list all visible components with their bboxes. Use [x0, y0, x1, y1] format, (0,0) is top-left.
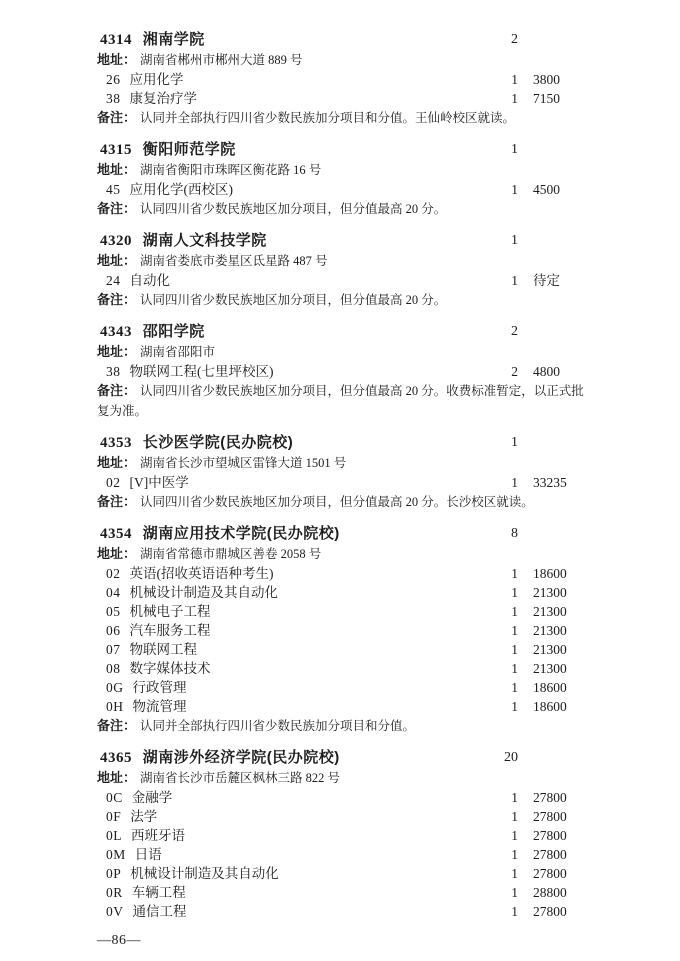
major-name: 日语 — [134, 847, 162, 862]
major-fee: 27800 — [533, 904, 567, 919]
major-fee: 4500 — [533, 182, 560, 197]
university-header-row — [97, 30, 593, 50]
major-fee: 18600 — [533, 566, 567, 581]
major-fee: 18600 — [533, 699, 567, 714]
address-row — [97, 342, 593, 362]
address-label: 地址： — [97, 162, 137, 177]
university-block — [97, 322, 593, 421]
major-row — [97, 845, 593, 864]
major-count: 1 — [511, 623, 518, 638]
address-label: 地址： — [97, 253, 137, 268]
major-fee: 27800 — [533, 866, 567, 881]
major-name: 物流管理 — [132, 699, 187, 714]
note-text: 认同四川省少数民族地区加分项目，但分值最高 20 分。 — [140, 202, 447, 216]
address-row — [97, 544, 593, 564]
note-label: 备注： — [97, 383, 137, 398]
major-name: 物联网工程(七里坪校区) — [129, 364, 274, 379]
major-name: 车辆工程 — [131, 885, 186, 900]
major-name: 汽车服务工程 — [129, 623, 211, 638]
note-text: 认同并全部执行四川省少数民族加分项目和分值。 — [140, 719, 416, 733]
address-text: 湖南省衡阳市珠晖区衡花路 16 号 — [140, 163, 322, 177]
major-code: 26 — [106, 72, 121, 87]
university-header-row — [97, 748, 593, 768]
major-fee: 21300 — [533, 642, 567, 657]
major-code: 07 — [106, 642, 121, 657]
major-name: 物联网工程 — [129, 642, 197, 657]
major-row — [97, 883, 593, 902]
major-code: 05 — [106, 604, 121, 619]
major-fee: 待定 — [533, 273, 560, 288]
address-text: 湖南省长沙市望城区雷锋大道 1501 号 — [140, 456, 347, 470]
major-row — [97, 271, 593, 290]
major-code: 0L — [106, 828, 122, 843]
major-fee: 21300 — [533, 661, 567, 676]
major-row — [97, 640, 593, 659]
major-name: 机械设计制造及其自动化 — [129, 585, 278, 600]
major-code: 45 — [106, 182, 121, 197]
university-name: 湖南涉外经济学院(民办院校) — [142, 749, 340, 766]
major-code: 38 — [106, 91, 121, 106]
address-row — [97, 160, 593, 180]
major-code: 0M — [106, 847, 126, 862]
university-name: 长沙医学院(民办院校) — [142, 434, 294, 451]
address-text: 湖南省郴州市郴州大道 889 号 — [140, 53, 303, 67]
major-name: 应用化学 — [129, 72, 184, 87]
major-code: 02 — [106, 566, 121, 581]
major-code: 38 — [106, 364, 121, 379]
university-header-row — [97, 140, 593, 160]
university-plan-count: 1 — [511, 435, 518, 450]
major-list — [97, 788, 593, 921]
note-row — [97, 381, 593, 421]
major-fee: 18600 — [533, 680, 567, 695]
note-text: 认同并全部执行四川省少数民族加分项目和分值。王仙岭校区就读。 — [140, 111, 516, 125]
page-number: —86— — [97, 933, 141, 948]
major-count: 1 — [511, 828, 518, 843]
major-row — [97, 583, 593, 602]
university-plan-count: 2 — [511, 32, 518, 47]
major-row — [97, 473, 593, 492]
major-name: 英语(招收英语语种考生) — [129, 566, 274, 581]
major-name: 行政管理 — [132, 680, 187, 695]
major-row — [97, 678, 593, 697]
major-code: 06 — [106, 623, 121, 638]
university-plan-count: 2 — [511, 324, 518, 339]
university-plan-count: 20 — [504, 750, 518, 765]
major-code: 0H — [106, 699, 124, 714]
major-count: 1 — [511, 566, 518, 581]
major-row — [97, 697, 593, 716]
major-count: 1 — [511, 904, 518, 919]
address-label: 地址： — [97, 770, 137, 785]
university-header-row — [97, 231, 593, 251]
major-code: 0R — [106, 885, 123, 900]
major-name: 康复治疗学 — [129, 91, 197, 106]
address-label: 地址： — [97, 344, 137, 359]
major-fee: 21300 — [533, 623, 567, 638]
university-block — [97, 524, 593, 736]
university-header-row — [97, 322, 593, 342]
major-code: 08 — [106, 661, 121, 676]
major-code: 0F — [106, 809, 122, 824]
university-block — [97, 748, 593, 921]
major-name: 机械电子工程 — [129, 604, 211, 619]
note-text: 认同四川省少数民族地区加分项目，但分值最高 20 分。收费标准暂定，以正式批复为准。 — [97, 384, 584, 418]
major-fee: 27800 — [533, 809, 567, 824]
note-row — [97, 290, 593, 310]
major-count: 2 — [511, 364, 518, 379]
address-label: 地址： — [97, 455, 137, 470]
note-row — [97, 492, 593, 512]
address-text: 湖南省常德市鼎城区善卷 2058 号 — [140, 547, 322, 561]
major-name: 自动化 — [129, 273, 170, 288]
university-code: 4320 — [100, 233, 132, 249]
major-list — [97, 180, 593, 199]
university-list — [97, 30, 593, 921]
major-name: 法学 — [130, 809, 158, 824]
address-label: 地址： — [97, 546, 137, 561]
major-fee: 27800 — [533, 790, 567, 805]
address-text: 湖南省娄底市娄星区氐星路 487 号 — [140, 254, 328, 268]
note-label: 备注： — [97, 110, 137, 125]
major-row — [97, 362, 593, 381]
major-fee: 3800 — [533, 72, 560, 87]
major-count: 1 — [511, 866, 518, 881]
major-count: 1 — [511, 699, 518, 714]
address-row — [97, 453, 593, 473]
address-text: 湖南省邵阳市 — [140, 345, 216, 359]
major-name: [V]中医学 — [129, 475, 189, 490]
major-count: 1 — [511, 680, 518, 695]
address-row — [97, 251, 593, 271]
major-row — [97, 180, 593, 199]
major-count: 1 — [511, 642, 518, 657]
major-count: 1 — [511, 91, 518, 106]
note-label: 备注： — [97, 718, 137, 733]
major-count: 1 — [511, 585, 518, 600]
major-fee: 21300 — [533, 585, 567, 600]
major-list — [97, 564, 593, 716]
major-count: 1 — [511, 809, 518, 824]
university-header-row — [97, 433, 593, 453]
major-fee: 7150 — [533, 91, 560, 106]
major-list — [97, 70, 593, 108]
university-code: 4353 — [100, 435, 132, 451]
major-row — [97, 602, 593, 621]
major-name: 西班牙语 — [131, 828, 185, 843]
university-block — [97, 140, 593, 219]
university-plan-count: 1 — [511, 233, 518, 248]
note-label: 备注： — [97, 201, 137, 216]
university-name: 湖南人文科技学院 — [142, 232, 267, 249]
major-list — [97, 271, 593, 290]
major-name: 通信工程 — [132, 904, 187, 919]
major-count: 1 — [511, 790, 518, 805]
note-text: 认同四川省少数民族地区加分项目，但分值最高 20 分。长沙校区就读。 — [140, 495, 534, 509]
major-code: 24 — [106, 273, 121, 288]
note-label: 备注： — [97, 494, 137, 509]
major-fee: 27800 — [533, 828, 567, 843]
university-name: 湘南学院 — [142, 31, 205, 48]
major-row — [97, 89, 593, 108]
address-text: 湖南省长沙市岳麓区枫林三路 822 号 — [140, 771, 341, 785]
university-plan-count: 1 — [511, 142, 518, 157]
note-label: 备注： — [97, 292, 137, 307]
major-count: 1 — [511, 847, 518, 862]
major-count: 1 — [511, 273, 518, 288]
major-count: 1 — [511, 661, 518, 676]
major-count: 1 — [511, 475, 518, 490]
university-block — [97, 433, 593, 512]
note-row — [97, 716, 593, 736]
university-code: 4315 — [100, 142, 132, 158]
major-row — [97, 788, 593, 807]
major-count: 1 — [511, 182, 518, 197]
major-row — [97, 864, 593, 883]
major-fee: 27800 — [533, 847, 567, 862]
major-row — [97, 564, 593, 583]
major-code: 04 — [106, 585, 121, 600]
major-count: 1 — [511, 604, 518, 619]
major-code: 0C — [106, 790, 123, 805]
major-fee: 28800 — [533, 885, 567, 900]
major-row — [97, 621, 593, 640]
major-fee: 33235 — [533, 475, 567, 490]
major-fee: 4800 — [533, 364, 560, 379]
university-code: 4354 — [100, 526, 132, 542]
major-list — [97, 473, 593, 492]
university-code: 4365 — [100, 750, 132, 766]
major-row — [97, 807, 593, 826]
university-plan-count: 8 — [511, 526, 518, 541]
major-row — [97, 902, 593, 921]
major-code: 0G — [106, 680, 124, 695]
major-code: 02 — [106, 475, 121, 490]
university-code: 4343 — [100, 324, 132, 340]
major-count: 1 — [511, 885, 518, 900]
address-row — [97, 50, 593, 70]
major-name: 应用化学(西校区) — [129, 182, 233, 197]
university-header-row — [97, 524, 593, 544]
major-code: 0V — [106, 904, 124, 919]
note-row — [97, 199, 593, 219]
major-name: 金融学 — [131, 790, 173, 805]
major-fee: 21300 — [533, 604, 567, 619]
note-row — [97, 108, 593, 128]
major-list — [97, 362, 593, 381]
major-count: 1 — [511, 72, 518, 87]
major-row — [97, 70, 593, 89]
university-block — [97, 231, 593, 310]
major-code: 0P — [106, 866, 122, 881]
address-row — [97, 768, 593, 788]
major-name: 机械设计制造及其自动化 — [130, 866, 279, 881]
university-name: 衡阳师范学院 — [142, 141, 236, 158]
university-code: 4314 — [100, 32, 132, 48]
address-label: 地址： — [97, 52, 137, 67]
university-name: 湖南应用技术学院(民办院校) — [142, 525, 340, 542]
major-row — [97, 826, 593, 845]
major-row — [97, 659, 593, 678]
note-text: 认同四川省少数民族地区加分项目，但分值最高 20 分。 — [140, 293, 447, 307]
university-name: 邵阳学院 — [142, 323, 205, 340]
university-block — [97, 30, 593, 128]
major-name: 数字媒体技术 — [129, 661, 211, 676]
